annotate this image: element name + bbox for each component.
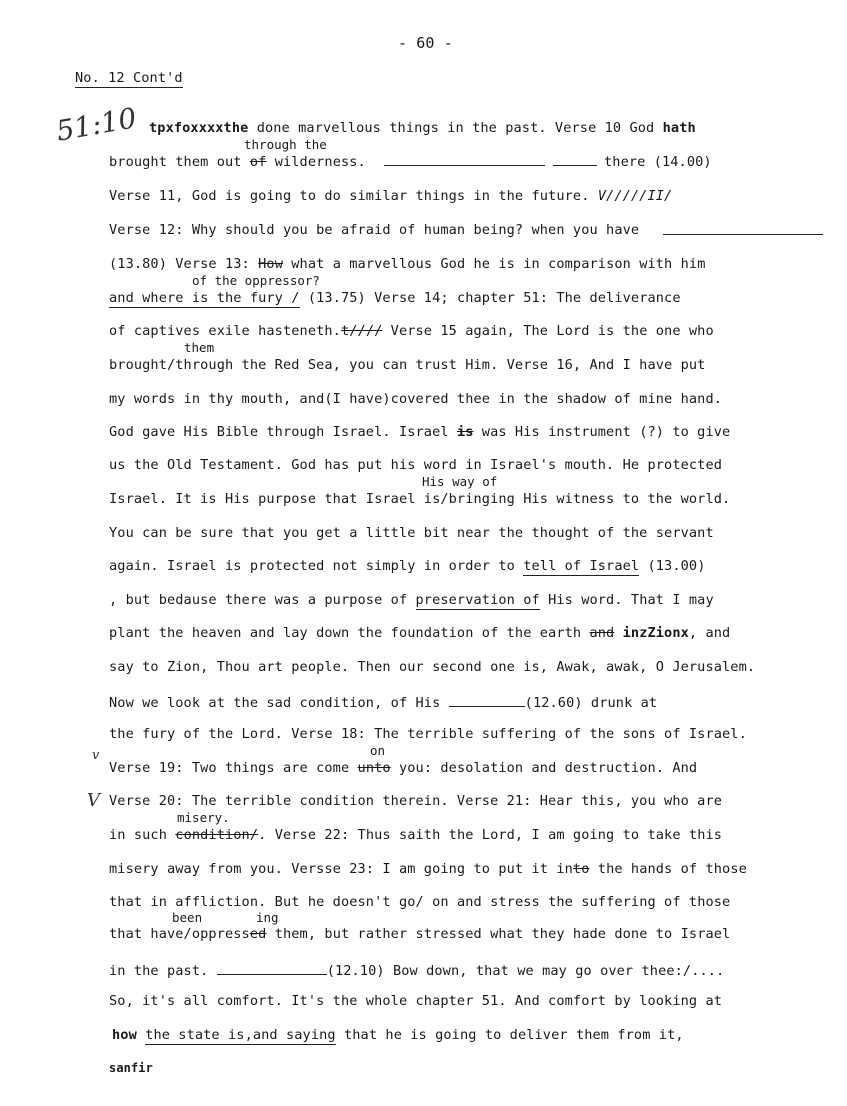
text-line-19: the fury of the Lord. Verse 18: The terrible suffering of the sons of Israel. (109, 726, 747, 742)
struck-word: and (589, 625, 615, 641)
text-line-21: Verse 20: The terrible condition therein. Verse 21: Hear this, you who are (109, 793, 723, 809)
text-line-22 (109, 827, 722, 843)
line-text: , but bedause there was a purpose of (109, 592, 416, 608)
text-line-7 (109, 323, 714, 339)
line-text: Now we look at the sad condition, of His (109, 695, 449, 711)
line-text: God gave His Bible through Israel. Israel (109, 424, 457, 440)
line-text: you: desolation and destruction. And (390, 760, 698, 776)
struck-word: ed (249, 926, 267, 942)
line-text: in such (109, 827, 176, 843)
line-text: . Verse 22: Thus saith the Lord, I am going to (258, 827, 640, 843)
line-text: take this (639, 827, 723, 843)
interlinear-insert: His way of (422, 474, 498, 489)
interlinear-insert: of the oppressor? (192, 273, 320, 288)
line-text: in the past. (109, 963, 217, 979)
line-text: , and (688, 625, 731, 641)
text-line-11: us the Old Testament. God has put his word in Israel's mouth. He protected (109, 457, 723, 473)
timestamp-note: there (14.00) (604, 154, 712, 170)
line-text: (12.60) drunk at (524, 695, 658, 711)
line-text: that he is going to deliver them from it, (335, 1027, 684, 1043)
struck-marks: t//// (340, 323, 383, 339)
underlined-phrase: preservation of (415, 592, 540, 608)
text-line-26 (109, 960, 724, 979)
interlinear-insert: been (172, 910, 203, 925)
line-text: Verse 19: Two things are come (109, 760, 358, 776)
line-text: brought them out (109, 154, 250, 170)
line-text: that have/oppress (109, 926, 250, 942)
margin-check-mark: V (87, 790, 100, 811)
text-line-13: You can be sure that you get a little bit near the thought of the servant (109, 525, 714, 541)
interlinear-insert: ing (256, 910, 279, 925)
text-line-9: my words in thy mouth, and(I have)covered thee in the shadow of mine hand. (109, 391, 723, 407)
line-text: done marvellous things in the past. Verse 10 God (248, 120, 663, 136)
text-line-2 (109, 154, 366, 170)
header-text: No. 12 Cont'd (75, 70, 183, 86)
text-line-6 (109, 290, 681, 306)
text-line-12: Israel. It is His purpose that Israel is/bringing His witness to the world. (109, 491, 731, 507)
struck-word: inzZionx (622, 625, 689, 641)
line-text: that in affliction. But he doesn't go (109, 894, 416, 910)
text-line-5 (109, 256, 705, 272)
line-text: Verse 15 again, The Lord is the one who (382, 323, 714, 339)
fill-in-blank (449, 692, 525, 707)
struck-mark: / (415, 894, 424, 910)
text-line-24 (109, 894, 730, 910)
interlinear-insert: on (370, 743, 386, 758)
fill-in-blank (663, 234, 823, 235)
text-line-28 (112, 1027, 684, 1043)
text-line-8: brought/through the Red Sea, you can trust Him. Verse 16, And I have put (109, 357, 706, 373)
line-text: (12.10) Bow down, that we may go over thee:/.... (326, 963, 725, 979)
line-text: again. Israel is protected not simply in order to (109, 558, 524, 574)
section-header (75, 70, 183, 86)
line-text: His word. That I may (539, 592, 714, 608)
text-line-1 (149, 120, 696, 136)
interlinear-insert: misery. (177, 810, 230, 825)
line-text: Verse 11, God is going to do similar things in the future. (109, 188, 598, 204)
struck-marks: V/////II/ (597, 188, 673, 204)
text-line-18 (109, 692, 657, 711)
fill-in-blank (217, 960, 327, 975)
line-text: plant the heaven and lay down the foundation of the earth (109, 625, 590, 641)
struck-word: is (456, 424, 474, 440)
line-text: what a marvellous God he is in comparison with him (282, 256, 706, 272)
text-line-29: sanfir (109, 1061, 153, 1075)
line-text: them, but rather stressed what they hade done to Israel (266, 926, 731, 942)
margin-check-mark: v (92, 748, 100, 763)
text-line-25 (109, 926, 730, 942)
text-line-14 (109, 558, 705, 574)
text-line-4: Verse 12: Why should you be afraid of human being? when you have (109, 222, 640, 238)
text-line-10 (109, 424, 730, 440)
line-text (614, 625, 622, 641)
struck-word: unto (357, 760, 391, 776)
line-text: how (112, 1027, 137, 1043)
text-line-3 (109, 188, 672, 204)
typed-strikeout: tpxfoxxxxthe (149, 120, 249, 136)
underlined-phrase: and where is the fury / (109, 290, 300, 306)
page-number: - 60 - (398, 34, 453, 52)
margin-handwritten-note: 51:10 (53, 101, 139, 148)
line-text: wilderness. (266, 154, 366, 170)
text-line-23 (109, 861, 747, 877)
struck-word: How (258, 256, 283, 272)
line-text: of captives exile hasteneth. (109, 323, 341, 339)
line-text: misery away from you. Versse 23: I am going to put it in (109, 861, 573, 877)
struck-word: to (572, 861, 590, 877)
line-text: (13.75) Verse 14; chapter 51: The deliverance (299, 290, 681, 306)
underlined-phrase: the state is,and saying (145, 1027, 336, 1043)
line-text: (13.00) (639, 558, 706, 574)
fill-in-blank (384, 165, 545, 166)
interlinear-insert: through the (244, 137, 327, 152)
line-text (137, 1027, 145, 1043)
line-text: (13.80) Verse 13: (109, 256, 259, 272)
line-text: was His instrument (?) to give (473, 424, 731, 440)
text-line-20 (109, 760, 697, 776)
struck-word: of (249, 154, 267, 170)
text-line-17: say to Zion, Thou art people. Then our second one is, Awak, awak, O Jerusalem. (109, 659, 756, 675)
line-text: on and stress the suffering of those (423, 894, 731, 910)
typed-strikeout: hath (662, 120, 696, 136)
text-line-15 (109, 592, 714, 608)
underlined-phrase: tell of Israel (523, 558, 640, 574)
text-line-16 (109, 625, 730, 641)
struck-word: condition/ (175, 827, 259, 843)
line-text: the hands of those (589, 861, 747, 877)
fill-in-blank (553, 165, 597, 166)
interlinear-insert: them (184, 340, 215, 355)
text-line-27: So, it's all comfort. It's the whole chapter 51. And comfort by looking at (109, 993, 723, 1009)
